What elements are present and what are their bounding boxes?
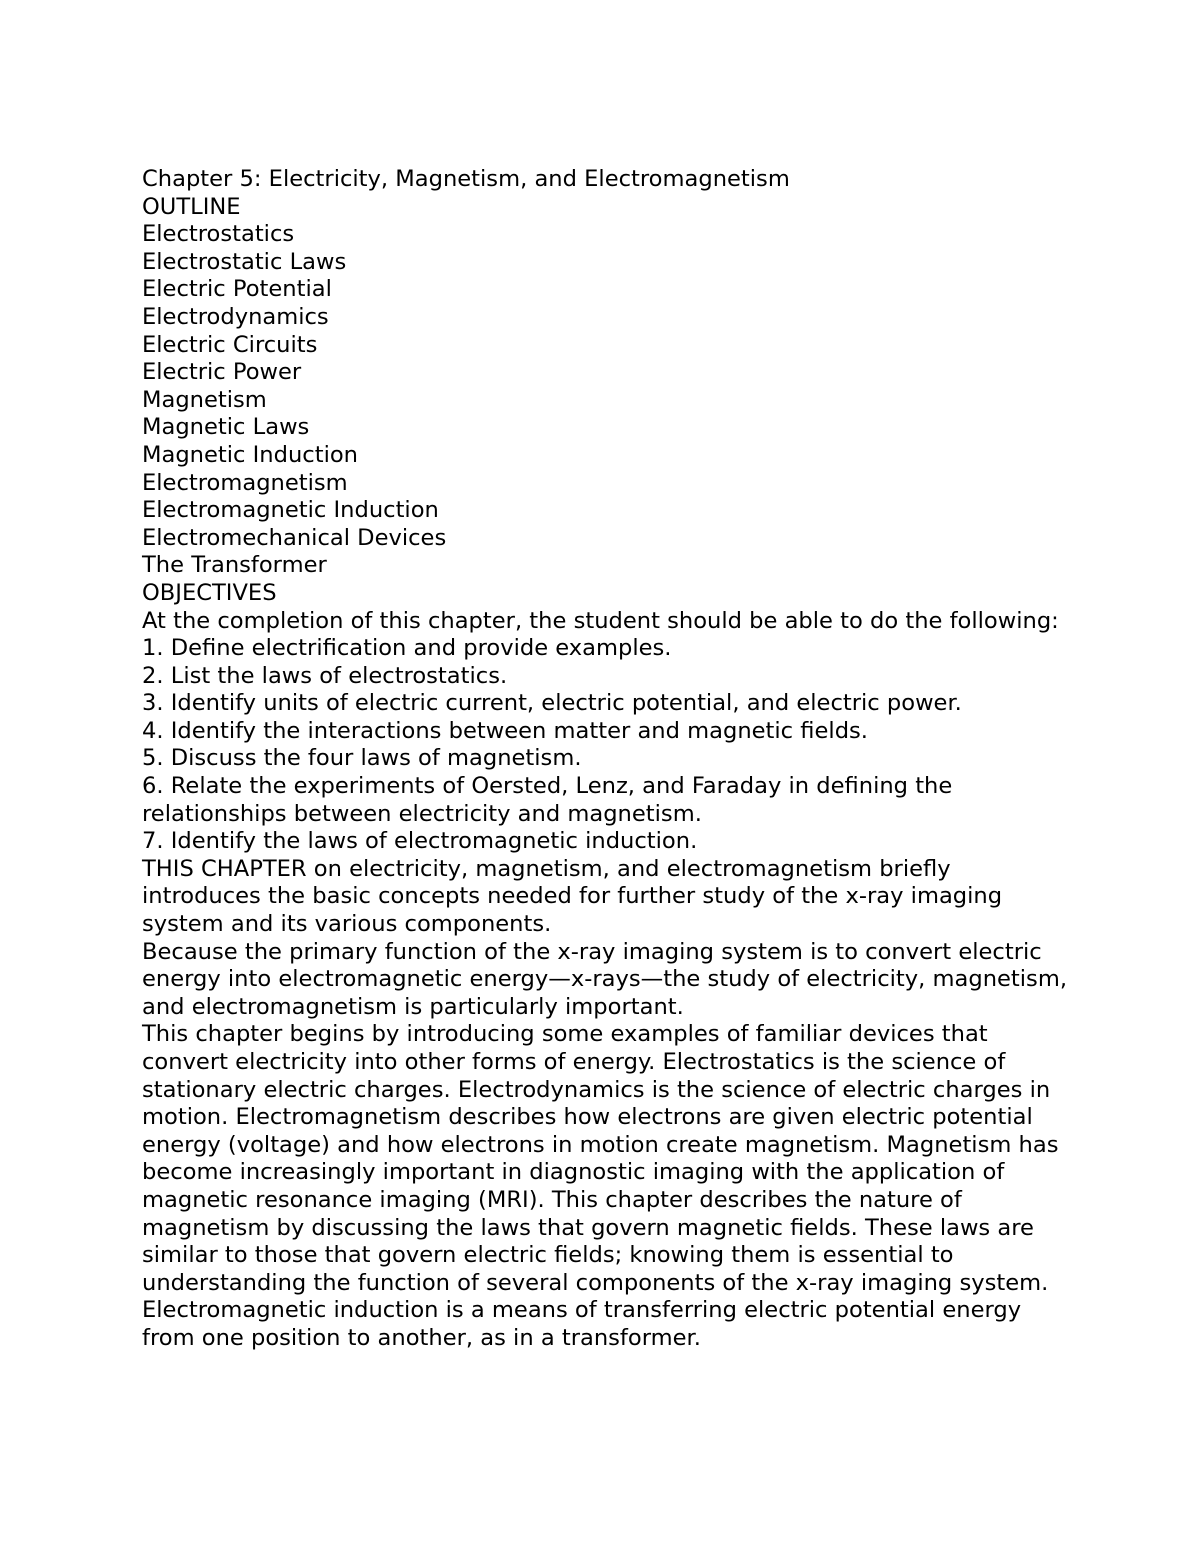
outline-item: Electromechanical Devices (142, 524, 447, 551)
outline-heading: OUTLINE (142, 193, 241, 220)
objective-item: 4. Identify the interactions between matter and magnetic fields. (142, 717, 868, 744)
outline-item: Electric Potential (142, 276, 332, 303)
outline-item: Electromagnetism (142, 469, 348, 496)
objective-item: 5. Discuss the four laws of magnetism. (142, 745, 582, 772)
body-paragraph: This chapter begins by introducing some examples of familiar devices that convert electricity into other forms of energy. Electrostatics is the science of stationary electric charges. Electrodynamics is the science of electric charges in motion. Electromagnetism describes how electrons are given electric potential energy (voltage) and how electrons in motion create magnetism. Magnetism has become increasingly important in diagnostic imaging with the application of magnetic resonance imaging (MRI). This chapter describes the nature of magnetism by discussing the laws that govern magnetic fields. These laws are similar to those that govern electric fields; knowing them is essential to understanding the function of several components of the x-ray imaging system. (142, 1021, 1059, 1296)
body-paragraph: Because the primary function of the x-ray imaging system is to convert electric energy into electromagnetic energy—x-rays—the study of electricity, magnetism, and electromagnetism is particularly important. (142, 938, 1068, 1020)
objective-item: 3. Identify units of electric current, electric potential, and electric power. (142, 690, 962, 717)
objective-item: 1. Define electrification and provide examples. (142, 635, 672, 662)
outline-item: The Transformer (142, 552, 327, 579)
objective-item: 7. Identify the laws of electromagnetic induction. (142, 828, 698, 855)
body-paragraph: Electromagnetic induction is a means of transferring electric potential energy from one position to another, as in a transformer. (142, 1297, 1022, 1351)
outline-item: Electrostatic Laws (142, 248, 347, 275)
outline-item: Electric Circuits (142, 331, 318, 358)
objectives-heading: OBJECTIVES (142, 579, 277, 606)
outline-item: Magnetic Induction (142, 441, 358, 468)
objective-item: 2. List the laws of electrostatics. (142, 662, 508, 689)
outline-item: Magnetic Laws (142, 414, 310, 441)
objective-item: 6. Relate the experiments of Oersted, Lenz, and Faraday in defining the relationships between electricity and magnetism. (142, 773, 953, 827)
document-page (142, 166, 1072, 1353)
outline-item: Magnetism (142, 386, 267, 413)
outline-item: Electric Power (142, 359, 302, 386)
chapter-title: Chapter 5: Electricity, Magnetism, and Electromagnetism (142, 166, 790, 192)
objectives-intro: At the completion of this chapter, the student should be able to do the following: (142, 607, 1059, 634)
outline-item: Electrodynamics (142, 303, 329, 330)
outline-item: Electromagnetic Induction (142, 497, 439, 524)
outline-item: Electrostatics (142, 221, 295, 248)
body-paragraph: THIS CHAPTER on electricity, magnetism, and electromagnetism briefly introduces the basic concepts needed for further study of the x-ray imaging system and its various components. (142, 855, 1003, 938)
